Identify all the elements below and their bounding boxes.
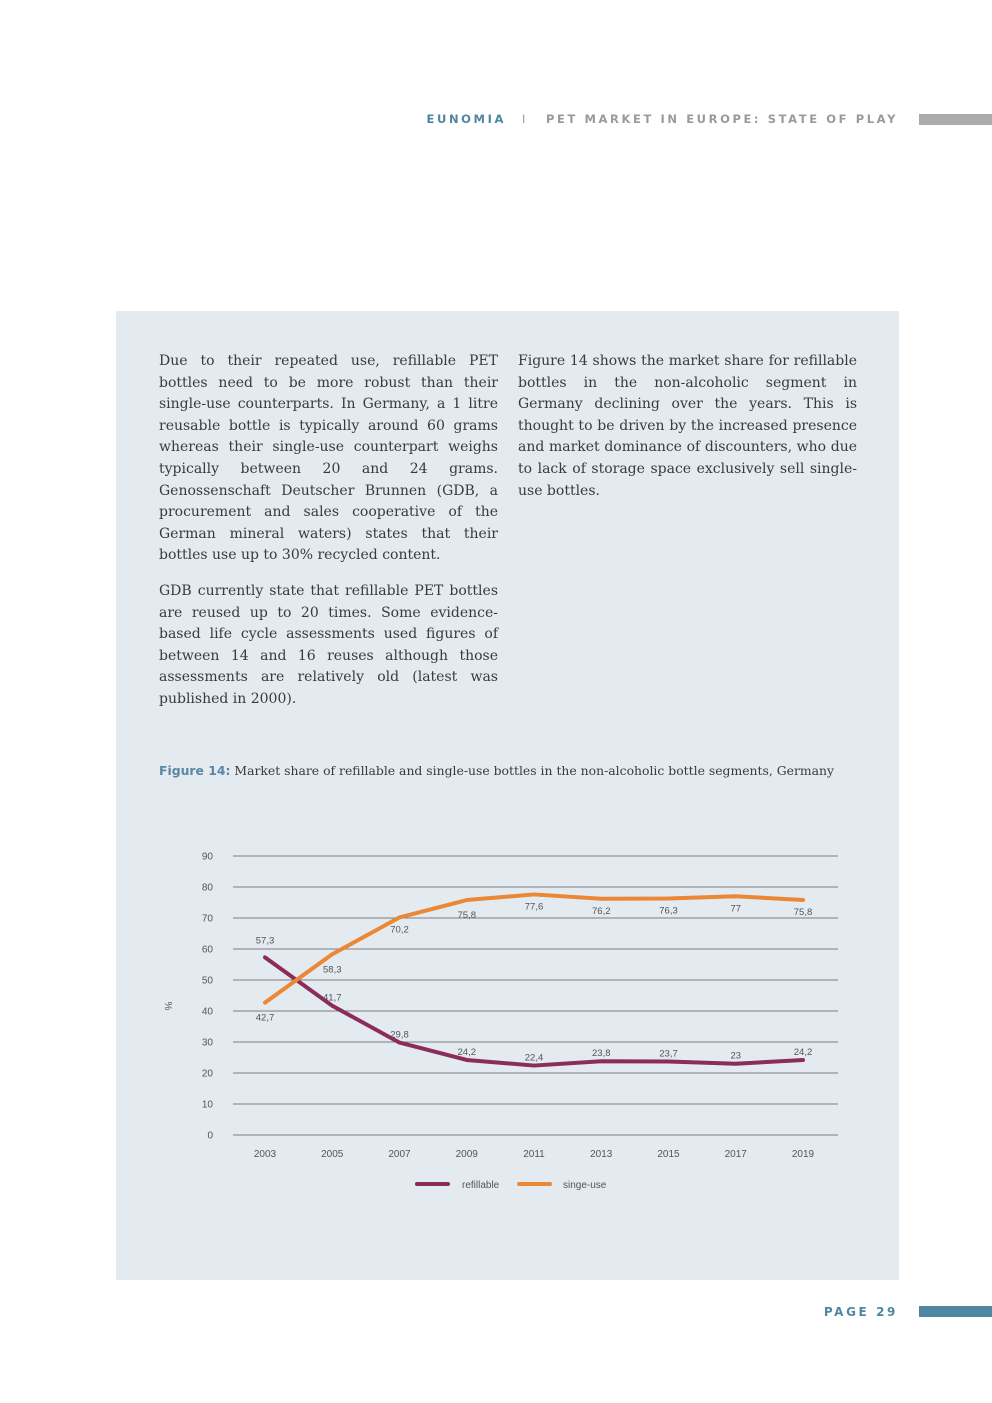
x-tick-label: 2013 [590, 1149, 613, 1160]
data-label-refillable: 41,7 [323, 992, 342, 1004]
x-tick-label: 2007 [388, 1149, 411, 1160]
y-tick-label: 30 [201, 1037, 213, 1049]
data-label-refillable: 23,8 [592, 1048, 611, 1060]
data-label-single-use: 58,3 [323, 964, 342, 976]
data-label-single-use: 75,8 [457, 910, 476, 922]
y-tick-label: 60 [201, 944, 213, 956]
data-label-single-use: 70,2 [390, 924, 409, 936]
header-accent-bar [919, 114, 992, 125]
x-tick-label: 2017 [724, 1149, 747, 1160]
data-label-refillable: 24,2 [457, 1046, 476, 1058]
x-tick-label: 2015 [657, 1149, 680, 1160]
data-label-single-use: 77 [730, 903, 742, 915]
x-tick-label: 2009 [455, 1149, 478, 1160]
paragraph: Due to their repeated use, refillable PET bottles need to be more robust than their single-use counterparts. In Germany, a 1 litre reusable bottle is typically around 60 grams whereas their single-use counterpart weighs typically between 20 and 24 grams. Genossenschaft Deutscher Brunnen (GDB, a procurement and sales cooperative of the German mineral waters) states that their bottles use up to 30% recycled content. [159, 353, 498, 564]
data-label-single-use: 76,3 [659, 905, 678, 917]
footer-accent-bar [919, 1306, 992, 1317]
data-label-single-use: 75,8 [793, 907, 813, 919]
x-tick-label: 2003 [253, 1149, 277, 1160]
right-column [518, 351, 857, 516]
data-label-single-use: 76,2 [592, 905, 611, 917]
line-chart [116, 831, 899, 1211]
legend-label-refillable: refillable [462, 1180, 500, 1191]
data-label-refillable: 24,2 [793, 1046, 813, 1058]
data-label-refillable: 57,3 [255, 935, 275, 947]
y-tick-label: 90 [201, 851, 213, 863]
series-line-refillable [265, 957, 803, 1065]
running-header [427, 112, 898, 126]
document-title: PET MARKET IN EUROPE: STATE OF PLAY [545, 112, 898, 126]
data-label-refillable: 23 [730, 1050, 742, 1062]
paragraph: GDB currently state that refillable PET bottles are reused up to 20 times. Some evidence-based life cycle assessments used figures of between 14 and 16 reuses although those assessments are relatively old (latest was published in 2000). [159, 582, 498, 707]
brand-name: EUNOMIA [426, 112, 506, 126]
page-number: PAGE 29 [823, 1305, 898, 1319]
y-tick-label: 0 [207, 1130, 213, 1142]
figure-label: Figure 14: [159, 763, 231, 778]
x-tick-label: 2019 [791, 1149, 815, 1160]
y-tick-label: 10 [201, 1099, 213, 1111]
data-label-refillable: 22,4 [524, 1052, 544, 1064]
paragraph: Figure 14 shows the market share for refillable bottles in the non-alcoholic segment in Germany declining over the years. This is thought to be driven by the increased presence and market dominance of discounters, who due to lack of storage space exclusively sell single-use bottles. [518, 353, 857, 499]
figure-caption-text: Market share of refillable and single-use bottles in the non-alcoholic bottle segments, Germany [234, 763, 835, 778]
figure-caption [159, 763, 834, 778]
y-tick-label: 40 [201, 1006, 213, 1018]
legend-label-single-use: singe-use [563, 1180, 607, 1191]
left-column [159, 351, 498, 725]
content-panel [116, 311, 899, 1280]
header-separator: I [521, 112, 528, 126]
data-label-single-use: 42,7 [255, 1012, 275, 1024]
data-label-refillable: 23,7 [659, 1048, 678, 1060]
y-tick-label: 80 [201, 882, 213, 894]
x-tick-label: 2011 [523, 1149, 545, 1160]
y-tick-label: 70 [201, 913, 213, 925]
y-tick-label: 50 [201, 975, 213, 987]
y-tick-label: 20 [201, 1068, 213, 1080]
y-axis-label: % [162, 1001, 173, 1011]
x-tick-label: 2005 [321, 1149, 344, 1160]
data-label-refillable: 29,8 [390, 1029, 409, 1041]
data-label-single-use: 77,6 [524, 901, 544, 913]
